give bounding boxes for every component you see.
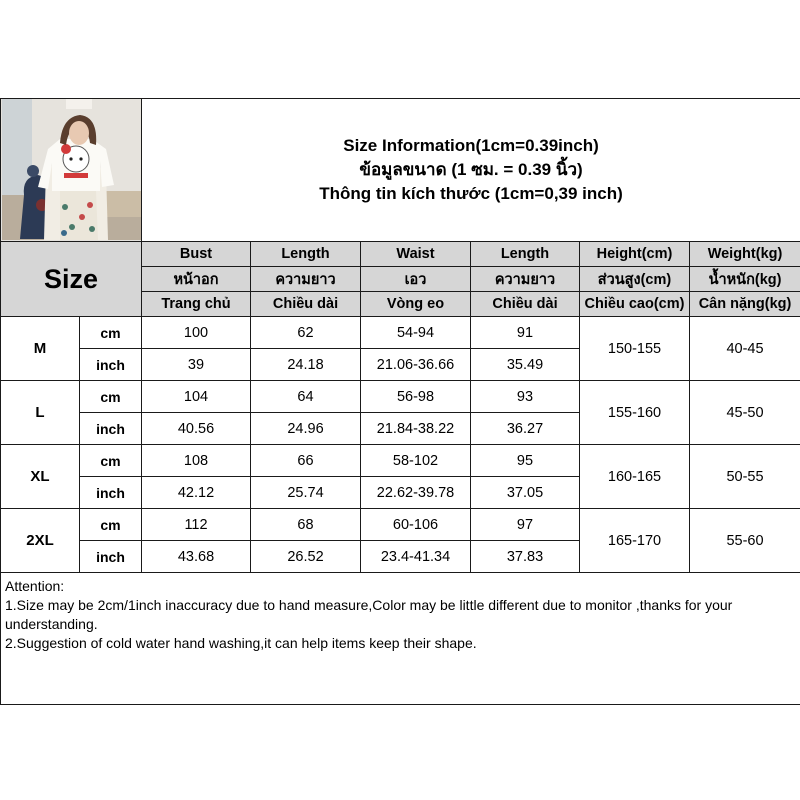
header-length-th: ความยาว: [471, 267, 580, 292]
cell-bust-inch: 43.68: [142, 541, 251, 573]
product-photo-cell: [1, 99, 142, 242]
cell-weight: 50-55: [690, 445, 800, 509]
cell-bust-cm: 104: [142, 381, 251, 413]
info-line-th: ข้อมูลขนาด (1 ซม. = 0.39 นิ้ว): [359, 160, 583, 179]
cell-height: 165-170: [580, 509, 690, 573]
unit-inch: inch: [80, 349, 142, 381]
unit-cm: cm: [80, 509, 142, 541]
unit-cm: cm: [80, 381, 142, 413]
header-waist-vi: Vòng eo: [361, 292, 471, 317]
header-weight-th: น้ำหนัก(kg): [690, 267, 800, 292]
header-waist: Waist: [361, 242, 471, 267]
cell-weight: 45-50: [690, 381, 800, 445]
cell-height: 160-165: [580, 445, 690, 509]
unit-inch: inch: [80, 413, 142, 445]
header-bust: Bust: [142, 242, 251, 267]
cell-length-cm: 68: [251, 509, 361, 541]
cell-length2-cm: 95: [471, 445, 580, 477]
cell-length-inch: 26.52: [251, 541, 361, 573]
cell-length2-inch: 36.27: [471, 413, 580, 445]
size-table: [0, 98, 800, 705]
header-weight: Weight(kg): [690, 242, 800, 267]
cell-waist-cm: 56-98: [361, 381, 471, 413]
size-column-title: Size: [1, 242, 142, 317]
size-chart: [0, 98, 800, 702]
cell-waist-inch: 21.84-38.22: [361, 413, 471, 445]
cell-height: 155-160: [580, 381, 690, 445]
cell-length-cm: 64: [251, 381, 361, 413]
unit-cm: cm: [80, 317, 142, 349]
cell-weight: 40-45: [690, 317, 800, 381]
header-length-vi: Chiều dài: [471, 292, 580, 317]
header-height: Height(cm): [580, 242, 690, 267]
cell-length2-cm: 97: [471, 509, 580, 541]
header-length: Length: [251, 242, 361, 267]
cell-length-cm: 66: [251, 445, 361, 477]
cell-bust-cm: 100: [142, 317, 251, 349]
cell-length-inch: 24.96: [251, 413, 361, 445]
cell-length2-cm: 91: [471, 317, 580, 349]
cell-weight: 55-60: [690, 509, 800, 573]
cell-waist-cm: 54-94: [361, 317, 471, 349]
header-height-th: ส่วนสูง(cm): [580, 267, 690, 292]
size-label-m: M: [1, 317, 80, 381]
header-weight-vi: Cân nặng(kg): [690, 292, 800, 317]
cell-bust-inch: 42.12: [142, 477, 251, 509]
header-length-th: ความยาว: [251, 267, 361, 292]
attention-note-2: 2.Suggestion of cold water hand washing,it can help items keep their shape.: [5, 635, 477, 651]
cell-waist-inch: 22.62-39.78: [361, 477, 471, 509]
info-line-en: Size Information(1cm=0.39inch): [343, 136, 599, 155]
attention-heading: Attention:: [5, 578, 65, 594]
product-photo-illustration: [2, 99, 141, 240]
header-waist-th: เอว: [361, 267, 471, 292]
cell-height: 150-155: [580, 317, 690, 381]
unit-inch: inch: [80, 541, 142, 573]
cell-length2-inch: 35.49: [471, 349, 580, 381]
cell-length2-inch: 37.83: [471, 541, 580, 573]
size-information-heading: [142, 99, 800, 242]
cell-length2-cm: 93: [471, 381, 580, 413]
unit-cm: cm: [80, 445, 142, 477]
size-label-xl: XL: [1, 445, 80, 509]
header-height-vi: Chiều cao(cm): [580, 292, 690, 317]
header-bust-vi: Trang chủ: [142, 292, 251, 317]
cell-bust-cm: 108: [142, 445, 251, 477]
info-line-vi: Thông tin kích thước (1cm=0,39 inch): [319, 184, 623, 203]
cell-bust-inch: 40.56: [142, 413, 251, 445]
product-photo: [1, 99, 141, 241]
header-length: Length: [471, 242, 580, 267]
cell-bust-inch: 39: [142, 349, 251, 381]
header-length-vi: Chiều dài: [251, 292, 361, 317]
cell-length2-inch: 37.05: [471, 477, 580, 509]
header-bust-th: หน้าอก: [142, 267, 251, 292]
attention-note-1: 1.Size may be 2cm/1inch inaccuracy due to hand measure,Color may be little different due to monitor ,thanks for your understanding.: [5, 597, 733, 632]
cell-waist-inch: 23.4-41.34: [361, 541, 471, 573]
size-label-2xl: 2XL: [1, 509, 80, 573]
cell-length-inch: 24.18: [251, 349, 361, 381]
attention-notes: [1, 573, 800, 705]
cell-bust-cm: 112: [142, 509, 251, 541]
size-label-l: L: [1, 381, 80, 445]
cell-waist-cm: 58-102: [361, 445, 471, 477]
cell-length-cm: 62: [251, 317, 361, 349]
cell-waist-cm: 60-106: [361, 509, 471, 541]
cell-length-inch: 25.74: [251, 477, 361, 509]
unit-inch: inch: [80, 477, 142, 509]
cell-waist-inch: 21.06-36.66: [361, 349, 471, 381]
